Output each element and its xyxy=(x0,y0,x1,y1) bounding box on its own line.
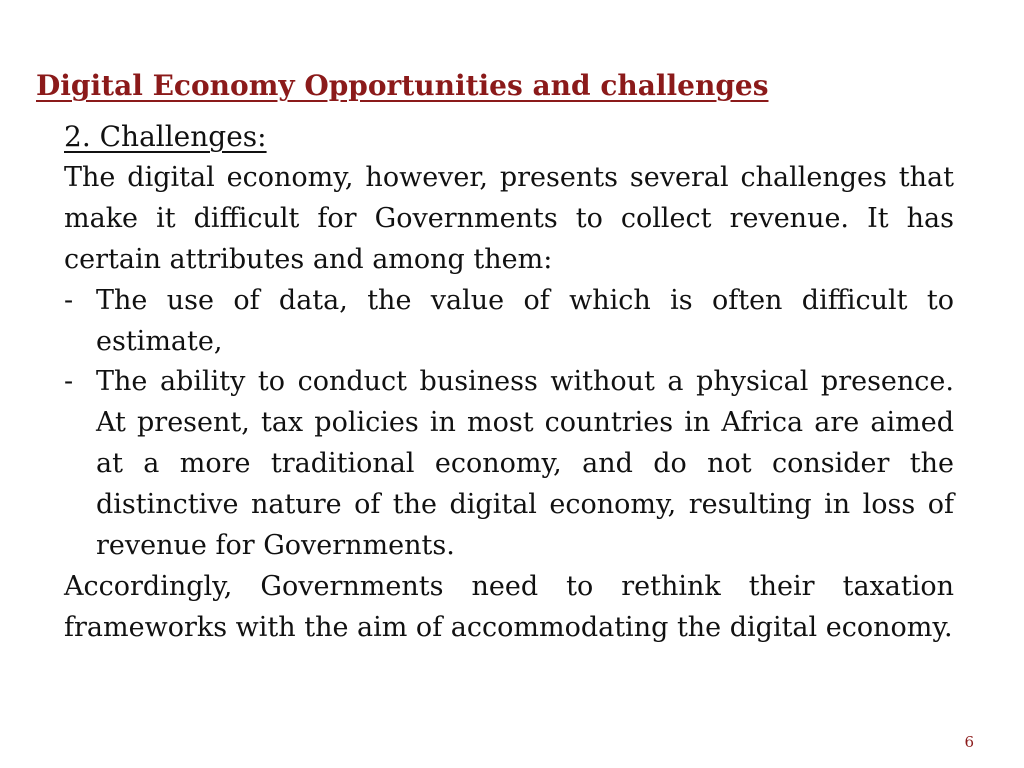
page-number: 6 xyxy=(964,733,974,751)
intro-paragraph: The digital economy, however, presents several challenges that make it difficult for Governments to collect revenue. It has certain attributes and among them: xyxy=(64,161,954,275)
challenge-list xyxy=(64,281,954,567)
list-item xyxy=(64,362,954,567)
slide-title: Digital Economy Opportunities and challenges xyxy=(36,69,769,102)
conclusion-paragraph: Accordingly, Governments need to rethink their taxation frameworks with the aim of accommodating the digital economy. xyxy=(64,570,954,643)
section-heading: 2. Challenges: xyxy=(64,120,267,153)
bullet-marker: - xyxy=(64,366,74,398)
list-item xyxy=(64,281,954,363)
bullet-marker: - xyxy=(64,284,74,316)
slide-content xyxy=(64,117,954,649)
list-item-text: The ability to conduct business without a physical presence. At present, tax policies in most countries in Africa are aimed at a more traditional economy, and do not consider the distinctive nature of the digital economy, resulting in loss of revenue for Governments. xyxy=(96,366,954,562)
list-item-text: The use of data, the value of which is often difficult to estimate, xyxy=(96,284,954,357)
